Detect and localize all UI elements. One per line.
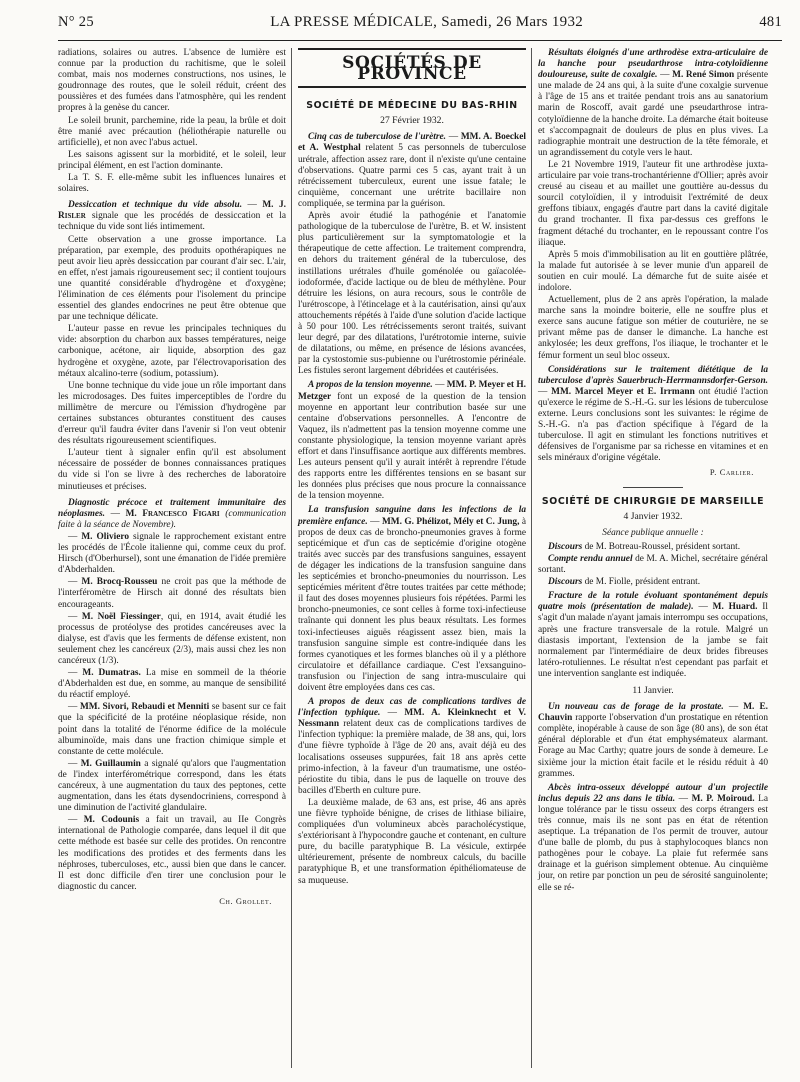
article-title: A propos de la tension moyenne.	[308, 380, 433, 391]
author: M. René Simon	[672, 70, 735, 81]
author: MM. P. Meyer et H. Metzger	[298, 380, 527, 402]
article: Cinq cas de tuberculose de l'urètre. — MM. A. Boeckel et A. Westphal relatent 5 cas personnels de tuberculose urétrale, affection assez rare, dont il n'existe qu'une centaine d'observations. Quatre parmi ces 5 cas, ayant trait à un rétrécissement tuberculeux, eurent une issue fatale; le cinquième, concernant une urétrite bacillaire non compliquée, se termina par la guérison.	[298, 132, 527, 209]
article: La transfusion sanguine dans les infections de la première enfance. — MM. G. Phélizot, Mély et C. Jung, à propos de deux cas de broncho-pneumonies graves à forme septicémique et d'un cas de septicémie d'origine otogène traités avec succès par des transfusions sanguines, essayent de dégager les indications de la transfusion sanguine dans les septicémies et broncho-pneumonies du nourrisson. Les septicémies méritent d'être toutes traitées par cette méthode; il faut des doses moyennes plusieurs fois répétées. Parmi les broncho-pneumonies, ce sont celles à forme toxi-infectieuse traînante qui donnent les plus beaux résultats. Les formes toxi-infectieuses aiguës réagissent assez bien, mais la transfusion sanguine simple est contre-indiquée dans les formes cyanotiques et les formes blanches où il y a pléthore circulatoire et défaillance cardiaque. C'est l'exsanguino-transfusion ou l'injection de sang intra-musculaire qui doivent être employées dans ces cas.	[298, 505, 527, 693]
paragraph: Une bonne technique du vide joue un rôle important dans les microdosages. Des fuites imperceptibles de l'ordre du millimètre de mercure ou l'émission d'hydrogène par certaines substances obturantes constituent des causes d'erreur qu'il faudra éviter dans l'avenir si l'on veut obtenir des résultats rigoureusement scientifiques.	[58, 380, 286, 447]
society-heading: SOCIÉTÉ DE CHIRURGIE DE MARSEILLE	[541, 495, 765, 507]
article: A propos de deux cas de complications tardives de l'infection typhique. — MM. A. Kleinknecht et V. Nessmann relatent deux cas de complications tardives de l'infection typhique: la première malade, de 38 ans, qui, lors d'une fièvre typhoïde à l'âge de 20 ans, avait déjà eu des localisations osseuses suppurées, fait 18 ans après cette primo-infection, à la faveur d'un traumatisme, une ostéo-périostite du tibia, dans le pus de laquelle on trouve des bacilles d'Eberth en culture pure.	[298, 697, 526, 796]
article: Abcès intra-osseux développé autour d'un projectile inclus depuis 22 ans dans le tibia. — M. P. Moiroud. La longue tolérance par le tissu osseux des corps étrangers est très connue, mais ils ne sont pas en état de rétention aseptique. La trépanation de l'os permit de trouver, autour d'une balle de plomb, du pus à staphylocoques blancs non pathogènes pour le cobaye. La plaie fut refermée sans drainage et la guérison simplement obtenue. Au cinquième jour, on retire par ponction un peu de sérosité sanguinolente; elle se ré-	[538, 782, 768, 893]
paragraph: Discours de M. Fiolle, président entrant.	[548, 577, 701, 588]
article: Considérations sur le traitement diététique de la tuberculose d'après Sauerbruch-Herrmannsdorfer-Gerson. — MM. Marcel Meyer et E. Irrmann ont étudié l'action qu'exerce le régime de S.-H.-G. sur les lésions de tuberculose externe. Leurs conclusions sont les suivantes: le régime de S.-H.-G. n'a pas d'action spécifique à l'égard de la tuberculose. Il agit en stimulant les fonctions nutritives et défensives de l'organisme par sa richesse en vitamines et en sels minéraux d'origine végétale.	[538, 364, 768, 464]
paragraph: Les saisons agissent sur la morbidité, et le soleil, leur principal élément, en est l'action dominante.	[58, 149, 286, 171]
paragraph: — M. Oliviero signale le rapprochement existant entre les procédés de l'École italienne qui, comme ceux du prof. Hirsch (d'Oberhursel), sont une émanation de l'idée première d'Abderhalden.	[58, 531, 286, 576]
session-date: 27 Février 1932.	[380, 115, 444, 127]
article: Dessiccation et technique du vide absolu. — M. J. Risler signale que les procédés de dessiccation et la technique du vide sont liés intimement.	[58, 200, 287, 233]
author: M. J. Risler	[58, 200, 287, 222]
article-title: Fracture de la rotule évoluant spontanément depuis quatre mois (présentation de malade).	[538, 591, 768, 613]
paragraph: — M. Noël Fiessinger, qui, en 1914, avait étudié les processus de protéolyse des protides cancéreuses avec la dialyse, est d'avis que les ferments de défense existent, non seulement chez les cancéreux (2/3), mais aussi chez les non cancéreux (1/3).	[58, 611, 286, 666]
column-1	[58, 48, 286, 911]
article-title: Abcès intra-osseux développé autour d'un projectile inclus depuis 22 ans dans le tibia.	[538, 782, 768, 804]
article-title: Résultats éloignés d'une arthrodèse extra-articulaire de la hanche pour pseudarthrose intra-cotyloïdienne douloureuse, suite de coxalgie.	[538, 48, 768, 81]
paragraph: — M. Brocq-Rousseu ne croit pas que la méthode de l'interféromètre de Hirsch ait donné des résultats bien encourageants.	[58, 577, 287, 610]
paragraph: — M. Dumatras. La mise en sommeil de la théorie d'Abderhalden est due, en somme, au manque de sensibilité du réactif employé.	[58, 668, 286, 701]
article: Fracture de la rotule évoluant spontanément depuis quatre mois (présentation de malade). — M. Huard. Il s'agit d'un malade n'ayant jamais interrompu ses occupations, après une fracture transversale de la rotule. Malgré un diastasis important, l'extension de la jambe se fait normalement par l'intermédiaire de deux brides fibreuses latéro-rotuliennes. Le résultat n'est cependant pas parfait et une intervention sanglante est indiquée.	[538, 591, 769, 679]
paragraph: — MM. Sivori, Rebaudi et Menniti se basent sur ce fait que la spécificité de la protéine néoplasique réside, non point dans la totalité de l'énorme édifice de la molécule albuminoïde, mais dans une fraction chimique simple et constante de cette molécule.	[58, 702, 286, 757]
column-divider	[291, 48, 292, 1068]
paragraph: Le 21 Novembre 1919, l'auteur fit une arthrodèse juxta-articulaire par voie trans-trochantérienne d'Ollier; après avoir creusé au ciseau et au maillet une gouttière au-dessus du sourcil cotyloïdien, il y introduisit l'extrémité de deux greffons tibiaux, engagés d'autre part dans la cavité digitale du grand trochanter. Il fixa par-dessus ces greffons le fragment détaché du trochanter, en le repoussant contre l'os iliaque.	[538, 159, 768, 248]
author: MM. Marcel Meyer et E. Irrmann	[551, 386, 695, 397]
article: A propos de la tension moyenne. — MM. P. Meyer et H. Metzger font un exposé de la question de la tension moyenne en apportant leur contribution basée sur une centaine d'observations personnelles. A l'encontre de Vaquez, ils n'admettent pas la tension moyenne comme une constante physiologique, la tension moyenne variant après effort et dans l'insuffisance aortique aux différents membres. Les auteurs pensent qu'il y aurait intérêt à reprendre l'étude des rapports entre les différentes tensions en se basant sur les données plus précises que nous procure la connaissance de la tension moyenne.	[298, 380, 527, 502]
article-title: Dessiccation et technique du vide absolu.	[68, 200, 243, 211]
paragraph: Le soleil brunit, parchemine, ride la peau, la brûle et doit être manié avec précaution (héliothérapie naturelle ou artificielle), et non avec l'abus actuel.	[58, 115, 286, 148]
author: M. E. Chauvin	[538, 702, 769, 724]
paragraph: — M. Codounis a fait un travail, au IIe Congrès international de Pathologie comparée, dans lequel il dit que cette méthode est basée sur celle des protides. On rencontre les modifications des protides et des ferments dans les néphroses, tuberculoses, etc., aussi bien que dans le cancer. Il est donc difficile d'en tirer une conclusion pour le diagnostic du cancer.	[58, 815, 287, 892]
paragraph: La T. S. F. elle-même subit les influences lunaires et solaires.	[58, 173, 286, 195]
column-divider	[531, 48, 532, 1068]
header-rule	[58, 40, 782, 41]
paragraph: Après avoir étudié la pathogénie et l'anatomie pathologique de la tuberculose de l'urètre, B. et W. insistent plus particulièrement sur la symptomatologie et la thérapeutique de cette affection. Le traitement comprendra, en dehors du traitement général de la tuberculose, des instillations urétrales d'huile goménolée ou gaïacolée-iodoformée, d'acide lactique ou de bleu de méthylène. Pour détruire les lésions, on aura recours, sous le contrôle de l'urétroscope, à l'étincelage et à la cautérisation, ainsi qu'aux attouchements répétés à l'aide d'une solution d'acide lactique à 50 pour 100. Les rétrécissements seront traités, suivant leur degré, par des dilatations, l'urétrotomie interne, suivie de dilatations, ou même, en présence de lésions avancées, par la cystostomie sus-pubienne ou l'urétrostomie périnéale. Les fistules seront largement débridées et cautérisées.	[298, 211, 526, 377]
session-date: 4 Janvier 1932.	[623, 510, 683, 522]
paragraph: L'auteur passe en revue les principales techniques du vide: absorption du charbon aux basses températures, neige carbonique, acétone, air liquide, absorption des gaz hydrogène et oxygène, azote, par l'électrovaporisation des métaux alcalino-terre (sodium, potassium).	[58, 324, 286, 379]
article: Un nouveau cas de forage de la prostate. — M. E. Chauvin rapporte l'observation d'un prostatique en rétention complète, inopérable à cause de son âge (80 ans), de son état général déplorable et d'un état emphysémateux alarmant. Forage au Mac Carthy; quatre jours de sonde à demeure. Le sixième jour la miction était facile et le résidu réduit à 40 grammes.	[538, 702, 769, 779]
society-heading: SOCIÉTÉ DE MÉDECINE DU BAS-RHIN	[306, 100, 518, 112]
article-title: Cinq cas de tuberculose de l'urètre.	[308, 132, 447, 143]
separator-rule	[623, 487, 683, 488]
paragraph: radiations, solaires ou autres. L'absence de lumière est connue par la production du rachitisme, que le soleil combat, mais nos modernes constructions, nos usines, le goudronnage des routes, que le soleil réduit, créent des poussières et des fumées dans l'atmosphère, qui les rendent propres à la genèse du cancer.	[58, 48, 286, 114]
paragraph: La deuxième malade, de 63 ans, est prise, 46 ans après une fièvre typhoïde bénigne, de crises de lithiase biliaire, compliquées d'un volumineux abcès paracholécystique, s'extériorisant à l'hypocondre gauche et contenant, en culture pure, du bacille paratyphique B. La vésicule, extirpée ultérieurement, présente de nombreux calculs, du bacille paratyphique B, et une transformation épithéliomateuse de sa muqueuse.	[298, 797, 526, 886]
column-2	[298, 48, 526, 888]
author: MM. A. Boeckel et A. Westphal	[298, 132, 527, 154]
journal-title: LA PRESSE MÉDICALE, Samedi, 26 Mars 1932	[270, 14, 584, 30]
paragraph: Discours de M. Botreau-Roussel, président sortant.	[548, 541, 741, 552]
author: M. P. Moiroud.	[691, 793, 755, 804]
author: M. Francesco Figari	[125, 508, 220, 519]
column-3	[538, 48, 768, 895]
page-header	[58, 14, 782, 38]
article-title: Diagnostic précoce et traitement immunitaire des néoplasmes.	[58, 497, 286, 519]
paragraph: Compte rendu annuel de M. A. Michel, secrétaire général sortant.	[538, 553, 768, 576]
paragraph: Après 5 mois d'immobilisation au lit en gouttière plâtrée, la malade fut autorisée à se lever munie d'un appareil de soutien en cuir moulé. La démarche fut de suite aisée et indolore.	[538, 249, 768, 293]
author: MM. G. Phélizot, Mély et C. Jung,	[381, 516, 520, 527]
article-title: A propos de deux cas de complications tardives de l'infection typhique.	[298, 697, 526, 719]
paragraph: L'auteur tient à signaler enfin qu'il est absolument nécessaire de posséder de bonnes connaissances pratiques du vide si l'on se livre à des recherches de laboratoire minutieuses et précises.	[58, 448, 286, 492]
paragraph: Cette observation a une grosse importance. La préparation, par exemple, des produits opothérapiques ne peut avoir lieu après dessiccation par courant d'air sec. L'air, en effet, n'est jamais rigoureusement sec; il contient toujours une quantité considérable d'hydrogène et d'oxygène; l'élimination de ces éléments pour l'isolement du principe essentiel des glandes endocrines ne peut être obtenue que par une technique délicate.	[58, 234, 286, 323]
page-number: 481	[759, 14, 782, 30]
article: Résultats éloignés d'une arthrodèse extra-articulaire de la hanche pour pseudarthrose intra-cotyloïdienne douloureuse, suite de coxalgie. — M. René Simon présente une malade de 24 ans qui, à la suite d'une coxalgie survenue à l'âge de 15 ans et traitée pendant trois ans au sanatorium marin de Roscoff, avait gardé une pseudarthrose intra-cotyloïdienne de la hanche droite. La démarche était boiteuse et s'accompagnait de douleurs de plus en plus vives. La radiographie montrait une destruction de la tête fémorale, et un agrandissement du cotyle vers le haut.	[538, 48, 768, 158]
paragraph: — M. Guillaumin a signalé qu'alors que l'augmentation de l'index interférométrique correspond, dans les états cancéreux, à une augmentation du taux des peptones, cette augmentation, dans les états dysendocriniens, correspond à une diminution de l'activité glandulaire.	[58, 758, 286, 814]
section-banner: SOCIÉTÉS DE PROVINCE	[298, 48, 526, 88]
session-date: 11 Janvier.	[632, 684, 674, 696]
paragraph: Actuellement, plus de 2 ans après l'opération, la malade marche sans la moindre boiterie, elle ne souffre plus et exerce sans aucune fatigue son métier de couturière, ne se privant même pas de danser le dimanche. La hanche est ankylosée; les deux greffons, l'os iliaque, le trochanter et le fémur forment un seul bloc osseux.	[538, 295, 768, 361]
article-title: La transfusion sanguine dans les infections de la première enfance.	[298, 505, 526, 527]
article: Diagnostic précoce et traitement immunitaire des néoplasmes. — M. Francesco Figari (communication faite à la séance de Novembre).	[58, 497, 287, 530]
session-type: Séance publique annuelle :	[602, 527, 704, 538]
article-title: Un nouveau cas de forage de la prostate.	[548, 702, 724, 713]
signature: P. Carlier.	[709, 467, 754, 478]
issue-number: N° 25	[58, 14, 94, 30]
author: MM. A. Kleinknecht et V. Nessmann	[298, 708, 526, 730]
author: M. Huard.	[712, 602, 758, 613]
signature: Ch. Grollet.	[219, 895, 272, 906]
article-title: Considérations sur le traitement diététique de la tuberculose d'après Sauerbruch-Herrmannsdorfer-Gerson.	[538, 364, 768, 386]
